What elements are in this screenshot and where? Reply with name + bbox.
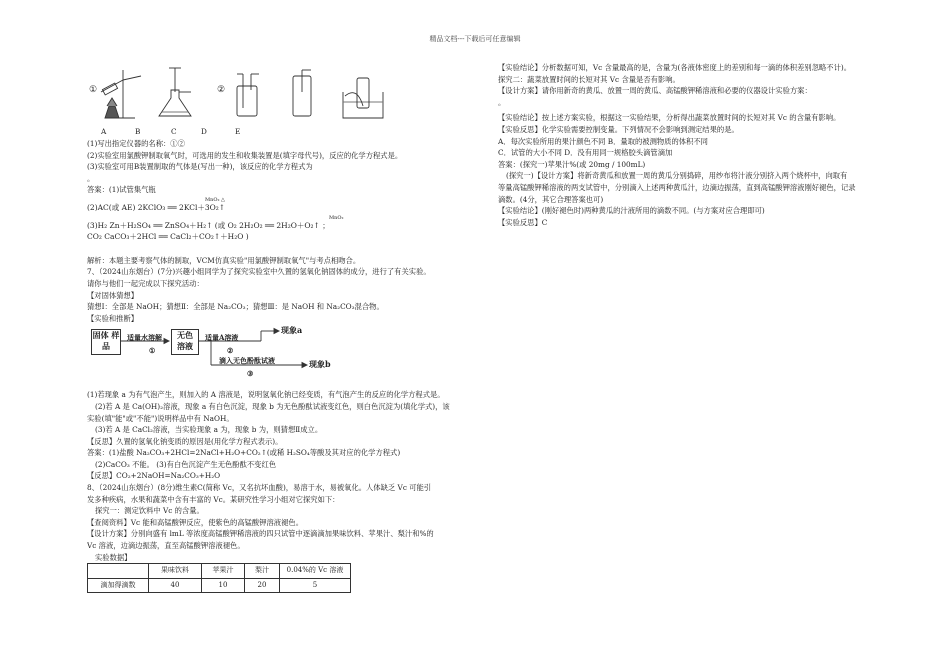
apparatus-e-drawing bbox=[343, 78, 383, 118]
table-header-row bbox=[88, 564, 351, 579]
table-row bbox=[88, 578, 351, 593]
q8-line-6: Vc 溶液，边滴边振荡，直至高锰酸钾溶液褪色。 bbox=[87, 541, 245, 551]
right-line-7: A．每次实验所用的果汁颜色不同 B．量取的被测物质的体积不同 bbox=[498, 136, 708, 146]
q7-after-6: 答案：(1)盐酸 Na₂CO₃+2HCl=2NaCl+H₂O+CO₂↑(或稀 H₂SO₄等酸及其对应的化学方程式) bbox=[87, 448, 401, 458]
answer-line-3 bbox=[87, 214, 482, 232]
flow-num-2: ② bbox=[227, 346, 234, 356]
table-header-cell: 果味饮料 bbox=[149, 564, 202, 579]
flow-num-3: ③ bbox=[247, 369, 254, 379]
table-cell: 滴加得滴数 bbox=[88, 578, 149, 593]
right-line-8: C．试管的大小不同 D．没有用同一规格胶头滴管滴加 bbox=[498, 148, 673, 158]
table-cell: 5 bbox=[280, 578, 351, 593]
flow-result-a: 现象a bbox=[281, 325, 303, 336]
right-line-10: (探究一)【设计方案】将新奇黄瓜和放置一周的黄瓜分别捣碎，用纱布将汁液分别挤入两个烧杯中，向取有 bbox=[506, 171, 848, 181]
page-header: 精品文档---下载后可任意编辑 bbox=[429, 35, 521, 43]
answer-line-2 bbox=[87, 196, 482, 214]
left-column bbox=[87, 62, 482, 593]
table-header-cell: 苹果汁 bbox=[202, 564, 245, 579]
apparatus-label-a: A bbox=[101, 127, 107, 136]
right-line-11: 等量高锰酸钾稀溶液的两支试管中，分别滴入上述两种黄瓜汁，边滴边振荡，直到高锰酸钾溶液刚好褪色，记录 bbox=[498, 182, 856, 192]
apparatus-labels bbox=[87, 126, 482, 138]
table-header-cell: 0.04%的 Vc 溶液 bbox=[280, 564, 351, 579]
q8-line-5: 【设计方案】分别向盛有 lmL 等浓度高锰酸钾稀溶液的四只试管中逐滴滴加果味饮料、苹果汁、梨汁和%的 bbox=[87, 529, 434, 539]
table-header-cell bbox=[88, 564, 149, 579]
apparatus-label-b: B bbox=[135, 127, 141, 136]
q7-after-8: 【反思】CO₂+2NaOH=Na₂CO₃+H₂O bbox=[87, 471, 221, 481]
apparatus-d-drawing bbox=[293, 70, 311, 116]
q7-line-5: 【实验和推断】 bbox=[87, 313, 139, 323]
right-line-4: 。 bbox=[498, 97, 506, 107]
apparatus-num-2: ② bbox=[217, 85, 226, 95]
flow-box-solution: 无色 溶液 bbox=[171, 329, 199, 355]
flow-box-sample: 固体 样品 bbox=[91, 329, 121, 355]
q6-line-1: (1)写出指定仪器的名称：①② bbox=[87, 139, 185, 148]
q8-line-4: 【查阅资料】Vc 能和高锰酸钾反应，使紫色的高锰酸钾溶液褪色。 bbox=[87, 517, 303, 527]
q6-dot: 。 bbox=[87, 173, 95, 183]
q7-after-4: (3)若 A 是 CaCl₂溶液，当实验现象 a 为，现象 b 为，则猜想Ⅱ成立。 bbox=[95, 425, 323, 435]
right-line-1: 【实验结论】分析数据可知，Vc 含量最高的是，含量为(各液体密度上的差别和每一滴的体积差别忽略不计)。 bbox=[498, 63, 852, 72]
right-line-12: 滴数。(4分，其它合理答案也可) bbox=[498, 194, 604, 204]
q7-after-2: (2)若 A 是 Ca(OH)₂溶液，现象 a 有白色沉淀，现象 b 为无色酚酞试液变红色，则白色沉淀为(填化学式)，该 bbox=[95, 401, 450, 411]
right-line-3: 【设计方案】请你用新奇的黄瓜、放置一周的黄瓜、高锰酸钾稀溶液和必要的仪器设计实验方案： bbox=[498, 86, 812, 96]
q7-line-3: 【对固体猜想】 bbox=[87, 290, 139, 300]
apparatus-a-drawing bbox=[101, 70, 141, 118]
flow-step-3: 滴入无色酚酞试液 bbox=[219, 356, 275, 366]
flow-step-2: 适量A溶液 bbox=[205, 333, 239, 343]
apparatus-label-c: C bbox=[171, 127, 177, 136]
q8-line-2: 发多种疾病，水果和蔬菜中含有丰富的 Vc。某研究性学习小组对它探究如下： bbox=[87, 494, 340, 504]
experiment-data-table bbox=[87, 563, 351, 593]
answer-2-condition: MnO₂ △ bbox=[205, 196, 225, 203]
flow-result-b: 现象b bbox=[309, 359, 331, 370]
explanation: 解析：本题主要考察气体的制取，VCM仿真实验"用氯酸钾制取氧气"与考点相吻合。 bbox=[87, 255, 361, 265]
flow-arrows bbox=[91, 327, 351, 385]
table-cell: 10 bbox=[202, 578, 245, 593]
q7-line-4: 猜想Ⅰ：全部是 NaOH；猜想Ⅱ：全部是 Na₂CO₃；猜想Ⅲ：是 NaOH 和 Na₂CO₃混合物。 bbox=[87, 302, 384, 312]
flow-num-1: ① bbox=[149, 346, 156, 356]
flow-step-1: 适量水溶解 bbox=[127, 333, 162, 343]
table-cell: 40 bbox=[149, 578, 202, 593]
q8-line-7: 实验数据】 bbox=[95, 552, 132, 562]
apparatus-b-drawing bbox=[159, 68, 191, 116]
q7-line-2: 请你与他们一起完成以下探究活动： bbox=[87, 278, 204, 288]
apparatus-figure bbox=[87, 62, 387, 124]
apparatus-c-drawing bbox=[237, 74, 259, 116]
right-line-2: 探究二：蔬菜放置时间的长短对其 Vc 含量是否有影响。 bbox=[498, 74, 680, 84]
right-column bbox=[498, 62, 890, 228]
right-line-9: 答案：(探究一)苹果汁%(或 20mg / 100mL) bbox=[498, 159, 646, 169]
q6-line-2: (2)实验室用氯酸钾制取氧气时，可选用的发生和收集装置是(填字母代号)，反应的化学方程式是。 bbox=[87, 150, 403, 160]
apparatus-label-d: D bbox=[201, 127, 207, 136]
right-line-13: 【实验结论】(刚好褪色时)两种黄瓜的汁液所用的滴数不同。(与方案对应合理即可) bbox=[498, 206, 765, 216]
table-cell: 20 bbox=[245, 578, 280, 593]
apparatus-num-1: ① bbox=[89, 85, 98, 95]
apparatus-label-e: E bbox=[235, 127, 241, 136]
q7-after-3: 实验(填"能"或"不能")说明样品中有 NaOH。 bbox=[87, 413, 234, 423]
q7-after-5: 【反思】久置的氢氧化钠变质的原因是(用化学方程式表示)。 bbox=[87, 436, 283, 446]
table-header-cell: 梨汁 bbox=[245, 564, 280, 579]
right-line-6: 【实验反思】化学实验需要控制变量。下列情况不会影响到测定结果的是。 bbox=[498, 124, 739, 134]
answer-2-text: (2)AC(或 AE) 2KClO₃ ══ 2KCl＋3O₂↑ bbox=[87, 202, 226, 212]
right-line-14: 【实验反思】C bbox=[498, 217, 548, 227]
right-line-5: 【实验结论】按上述方案实验，根据这一实验结果，分析得出蔬菜放置时间的长短对其 Vc 的含量有影响。 bbox=[498, 113, 841, 123]
q7-line-1: 7、（2024山东烟台）(7分)兴趣小组同学为了探究实验室中久置的氢氧化钠固体的成分，进行了有关实验。 bbox=[87, 267, 431, 277]
q8-line-1: 8、（2024山东烟台）(8分)维生素C(简称 Vc，又名抗坏血酸)，易溶于水，易被氧化。人体缺乏 Vc 可能引 bbox=[87, 483, 432, 493]
experiment-flowchart bbox=[91, 327, 482, 385]
q8-line-3: 探究一：测定饮料中 Vc 的含量。 bbox=[95, 506, 204, 516]
answer-line-1: 答案：(1)试管集气瓶 bbox=[87, 185, 156, 195]
answer-3-text: (3)H₂ Zn＋H₂SO₄ ══ ZnSO₄＋H₂↑ (或 O₂ 2H₂O₂ ══ 2H₂O＋O₂↑ ； bbox=[87, 220, 330, 230]
q6-line-3: (3)实验室可用B装置制取的气体是(写出一种)，该反应的化学方程式为 bbox=[87, 162, 313, 172]
answer-3-condition: MnO₂ bbox=[329, 214, 344, 221]
q7-after-1: (1)若现象 a 为有气泡产生，则加入的 A 溶液是，说明氢氧化钠已经变质，有气泡产生的反应的化学方程式是。 bbox=[87, 390, 445, 400]
q7-after-7: (2)CaCO₃ 不能。 (3)有白色沉淀产生无色酚酞不变红色 bbox=[95, 459, 277, 469]
answer-line-4: CO₂ CaCO₃＋2HCl ══ CaCl₂＋CO₂↑＋H₂O ) bbox=[87, 232, 249, 242]
